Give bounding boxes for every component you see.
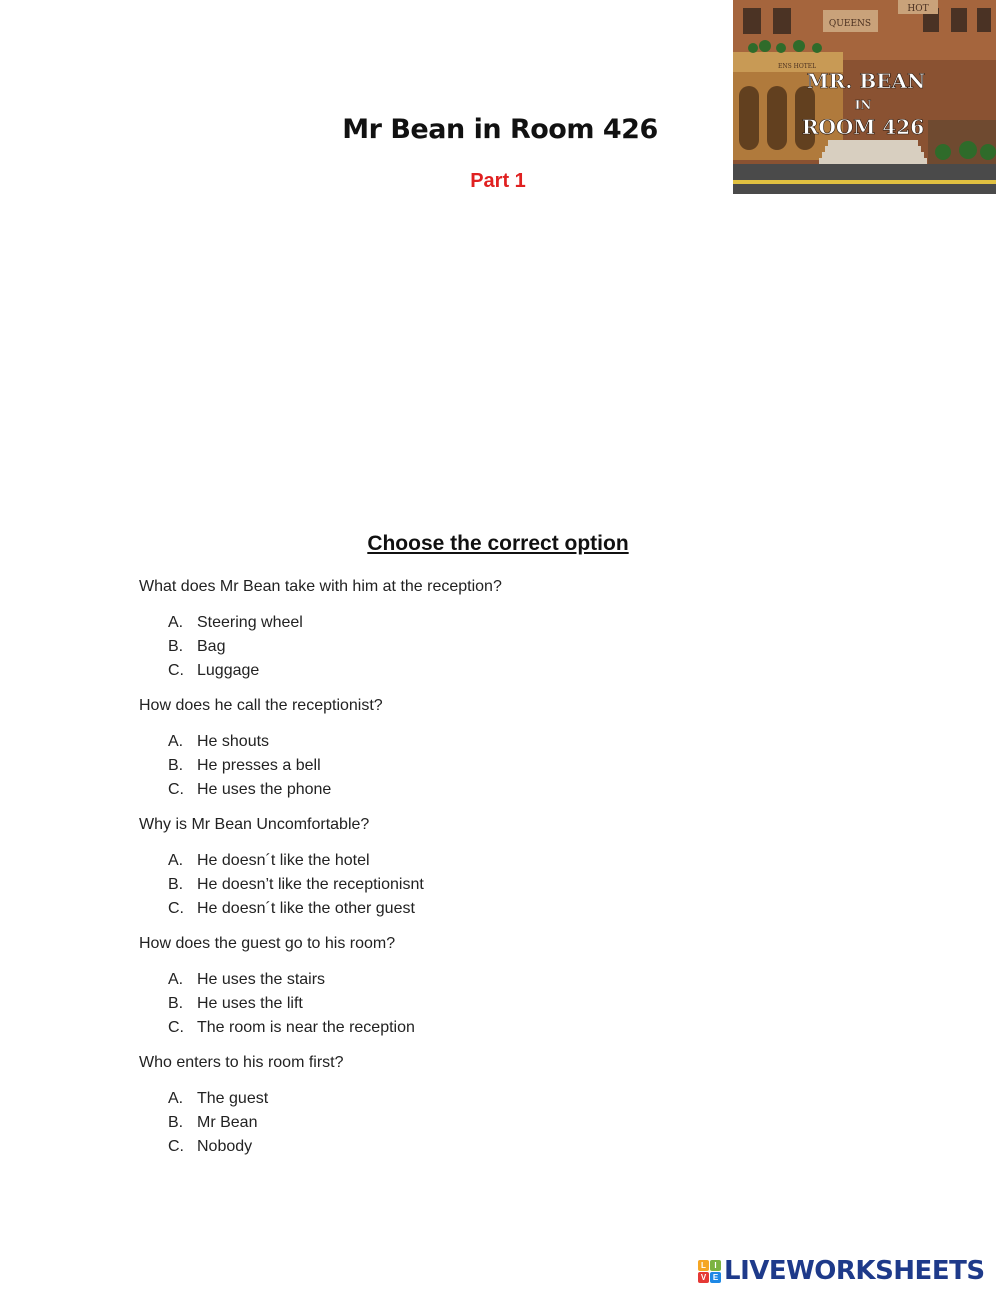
- option-letter: A.: [168, 852, 184, 869]
- answer-option[interactable]: [139, 613, 839, 637]
- question-text: Who enters to his room first?: [139, 1054, 344, 1071]
- answer-option[interactable]: [139, 851, 839, 875]
- logo-text: LIVEWORKSHEETS: [724, 1256, 985, 1286]
- answer-option[interactable]: [139, 732, 839, 756]
- option-letter: B.: [168, 757, 184, 774]
- option-text: He doesn´t like the other guest: [197, 900, 415, 917]
- option-letter: C.: [168, 781, 184, 798]
- option-text: The guest: [197, 1090, 269, 1107]
- answer-option[interactable]: [139, 756, 839, 780]
- option-text: He doesn’t like the receptionisnt: [197, 876, 424, 893]
- option-text: He shouts: [197, 733, 270, 750]
- option-text: He uses the stairs: [197, 971, 326, 988]
- instructions-heading: Choose the correct option: [367, 532, 629, 555]
- poster-sign-left: QUEENS: [828, 19, 872, 29]
- answer-option[interactable]: [139, 875, 839, 899]
- logo-squares-icon: [698, 1260, 721, 1283]
- answer-option[interactable]: [139, 1137, 839, 1161]
- option-letter: C.: [168, 1138, 184, 1155]
- option-letter: B.: [168, 995, 184, 1012]
- option-letter: C.: [168, 900, 184, 917]
- poster-title-line1: MR. BEAN: [806, 69, 926, 93]
- question-text: How does he call the receptionist?: [139, 697, 383, 714]
- option-letter: B.: [168, 638, 184, 655]
- logo-square: V: [698, 1272, 709, 1283]
- option-text: He uses the phone: [197, 781, 332, 798]
- poster-title-line3: ROOM 426: [801, 115, 925, 139]
- logo-square: L: [698, 1260, 709, 1271]
- page-title: Mr Bean in Room 426: [342, 114, 658, 145]
- logo-square: E: [710, 1272, 721, 1283]
- answer-option[interactable]: [139, 1089, 839, 1113]
- options-list: [139, 970, 839, 1042]
- option-text: Bag: [197, 638, 226, 655]
- option-text: Nobody: [197, 1138, 253, 1155]
- poster-sign-right: HOT: [907, 4, 929, 14]
- option-letter: B.: [168, 876, 184, 893]
- quiz-questions: [139, 577, 839, 1172]
- answer-option[interactable]: [139, 1113, 839, 1137]
- option-text: The room is near the reception: [197, 1019, 415, 1036]
- option-letter: A.: [168, 971, 184, 988]
- option-text: He presses a bell: [197, 757, 321, 774]
- answer-option[interactable]: [139, 661, 839, 685]
- option-text: He uses the lift: [197, 995, 303, 1012]
- hotel-facade-illustration: [733, 0, 996, 194]
- options-list: [139, 1089, 839, 1161]
- question-text: How does the guest go to his room?: [139, 935, 396, 952]
- liveworksheets-logo: [698, 1256, 985, 1286]
- option-letter: A.: [168, 1090, 184, 1107]
- option-letter: A.: [168, 614, 184, 631]
- question-text: Why is Mr Bean Uncomfortable?: [139, 816, 370, 833]
- question-text: What does Mr Bean take with him at the reception?: [139, 578, 502, 595]
- option-text: Mr Bean: [197, 1114, 258, 1131]
- options-list: [139, 613, 839, 685]
- poster-title-line2: IN: [854, 98, 872, 112]
- option-text: Steering wheel: [197, 614, 303, 631]
- option-letter: C.: [168, 1019, 184, 1036]
- page-subtitle: Part 1: [470, 170, 526, 192]
- option-letter: A.: [168, 733, 184, 750]
- answer-option[interactable]: [139, 994, 839, 1018]
- answer-option[interactable]: [139, 1018, 839, 1042]
- options-list: [139, 732, 839, 804]
- option-letter: B.: [168, 1114, 184, 1131]
- option-letter: C.: [168, 662, 184, 679]
- answer-option[interactable]: [139, 970, 839, 994]
- answer-option[interactable]: [139, 637, 839, 661]
- options-list: [139, 851, 839, 923]
- answer-option[interactable]: [139, 780, 839, 804]
- logo-square: I: [710, 1260, 721, 1271]
- poster-sign-small: ENS HOTEL: [778, 63, 817, 70]
- option-text: Luggage: [197, 662, 260, 679]
- option-text: He doesn´t like the hotel: [197, 852, 370, 869]
- poster-image: [733, 0, 996, 194]
- answer-option[interactable]: [139, 899, 839, 923]
